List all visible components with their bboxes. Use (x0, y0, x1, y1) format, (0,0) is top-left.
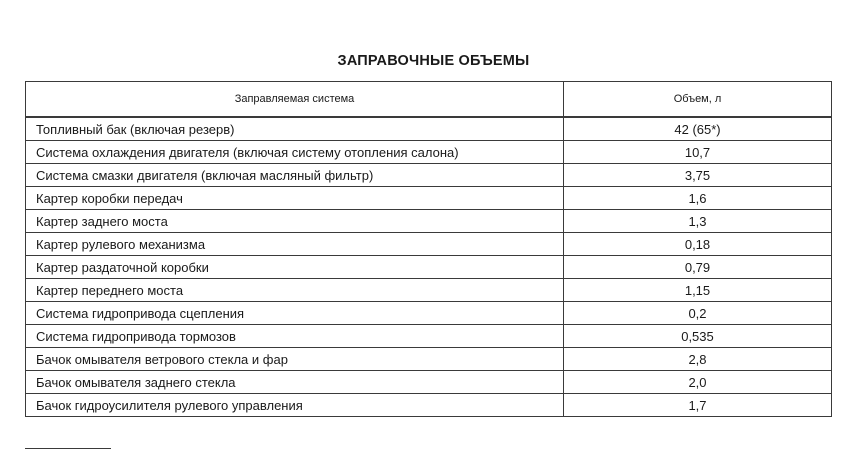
row-system-cell: Система гидропривода тормозов (26, 325, 564, 348)
row-volume-cell: 42 (65*) (564, 117, 832, 141)
fill-volumes-table (25, 81, 832, 417)
table-row (26, 210, 832, 233)
row-volume-cell: 2,8 (564, 348, 832, 371)
row-system-cell: Картер переднего моста (26, 279, 564, 302)
header-system: Заправляемая система (26, 82, 564, 118)
page-title: ЗАПРАВОЧНЫЕ ОБЪЕМЫ (337, 53, 530, 69)
table-row (26, 325, 832, 348)
table-body (26, 117, 832, 417)
table-row (26, 233, 832, 256)
table-row (26, 141, 832, 164)
row-volume-cell: 1,15 (564, 279, 832, 302)
row-volume-cell: 1,7 (564, 394, 832, 417)
table-row (26, 117, 832, 141)
row-system-cell: Топливный бак (включая резерв) (26, 117, 564, 141)
row-system-cell: Картер раздаточной коробки (26, 256, 564, 279)
row-system-cell: Система смазки двигателя (включая масляный фильтр) (26, 164, 564, 187)
table-row (26, 394, 832, 417)
table-row (26, 371, 832, 394)
row-system-cell: Картер заднего моста (26, 210, 564, 233)
table-row (26, 164, 832, 187)
table-row (26, 187, 832, 210)
row-system-cell: Бачок омывателя ветрового стекла и фар (26, 348, 564, 371)
table-row (26, 348, 832, 371)
row-system-cell: Бачок гидроусилителя рулевого управления (26, 394, 564, 417)
row-volume-cell: 10,7 (564, 141, 832, 164)
table-header-row (26, 82, 832, 118)
table-row (26, 302, 832, 325)
footnote-divider (25, 448, 111, 449)
table-row (26, 256, 832, 279)
row-volume-cell: 0,79 (564, 256, 832, 279)
header-volume: Объем, л (564, 82, 832, 118)
row-volume-cell: 1,3 (564, 210, 832, 233)
row-volume-cell: 1,6 (564, 187, 832, 210)
row-system-cell: Система охлаждения двигателя (включая систему отопления салона) (26, 141, 564, 164)
row-system-cell: Система гидропривода сцепления (26, 302, 564, 325)
row-system-cell: Картер коробки передач (26, 187, 564, 210)
row-system-cell: Картер рулевого механизма (26, 233, 564, 256)
row-volume-cell: 3,75 (564, 164, 832, 187)
row-system-cell: Бачок омывателя заднего стекла (26, 371, 564, 394)
row-volume-cell: 0,2 (564, 302, 832, 325)
row-volume-cell: 2,0 (564, 371, 832, 394)
row-volume-cell: 0,18 (564, 233, 832, 256)
row-volume-cell: 0,535 (564, 325, 832, 348)
table-row (26, 279, 832, 302)
